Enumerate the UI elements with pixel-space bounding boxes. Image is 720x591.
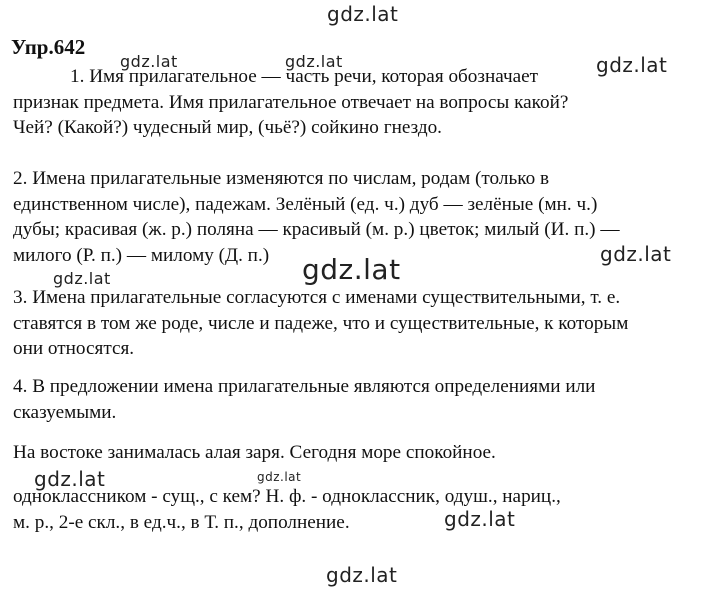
watermark: gdz.lat xyxy=(257,470,302,484)
paragraph-line: признак предмета. Имя прилагательное отвечает на вопросы какой? xyxy=(13,91,569,113)
exercise-title: Упр.642 xyxy=(11,35,86,59)
paragraph-line: На востоке занималась алая заря. Сегодня море спокойное. xyxy=(13,442,496,463)
paragraph-line: 1. Имя прилагательное — часть речи, которая обозначает xyxy=(70,66,539,87)
paragraph-line: милого (Р. п.) — милому (Д. п.) xyxy=(13,244,270,266)
paragraph-line: сказуемыми. xyxy=(13,401,117,423)
paragraph-line: дубы; красивая (ж. р.) поляна — красивый (м. р.) цветок; милый (И. п.) — xyxy=(13,219,620,240)
watermark: gdz.lat xyxy=(285,52,343,71)
watermark: gdz.lat xyxy=(596,53,668,77)
paragraph-line: единственном числе), падежам. Зелёный (ед. ч.) дуб — зелёные (мн. ч.) xyxy=(13,193,598,215)
paragraph-line: 2. Имена прилагательные изменяются по числам, родам (только в xyxy=(13,168,550,189)
paragraph-line: 3. Имена прилагательные согласуются с именами существительными, т. е. xyxy=(13,287,621,308)
watermark: gdz.lat xyxy=(600,242,672,266)
paragraph-line: м. р., 2-е скл., в ед.ч., в Т. п., дополнение. xyxy=(13,511,350,533)
paragraph-line: Чей? (Какой?) чудесный мир, (чьё?) сойкино гнездо. xyxy=(13,117,442,138)
paragraph-line: 4. В предложении имена прилагательные являются определениями или xyxy=(13,376,596,397)
watermark: gdz.lat xyxy=(120,52,178,71)
watermark: gdz.lat xyxy=(326,563,398,587)
paragraph-line: ставятся в том же роде, числе и падеже, что и существительные, к которым xyxy=(13,312,629,334)
watermark: gdz.lat xyxy=(327,2,399,26)
paragraph-6 xyxy=(13,484,703,535)
watermark: gdz.lat xyxy=(53,269,111,288)
watermark: gdz.lat xyxy=(34,467,106,491)
paragraph-line: одноклассником - сущ., с кем? Н. ф. - одноклассник, одуш., нариц., xyxy=(13,486,561,507)
paragraph-5 xyxy=(13,440,703,466)
paragraph-4 xyxy=(13,374,703,425)
paragraph-line: они относятся. xyxy=(13,338,135,359)
watermark: gdz.lat xyxy=(444,507,516,531)
paragraph-3 xyxy=(13,285,703,362)
watermark: gdz.lat xyxy=(302,253,401,286)
